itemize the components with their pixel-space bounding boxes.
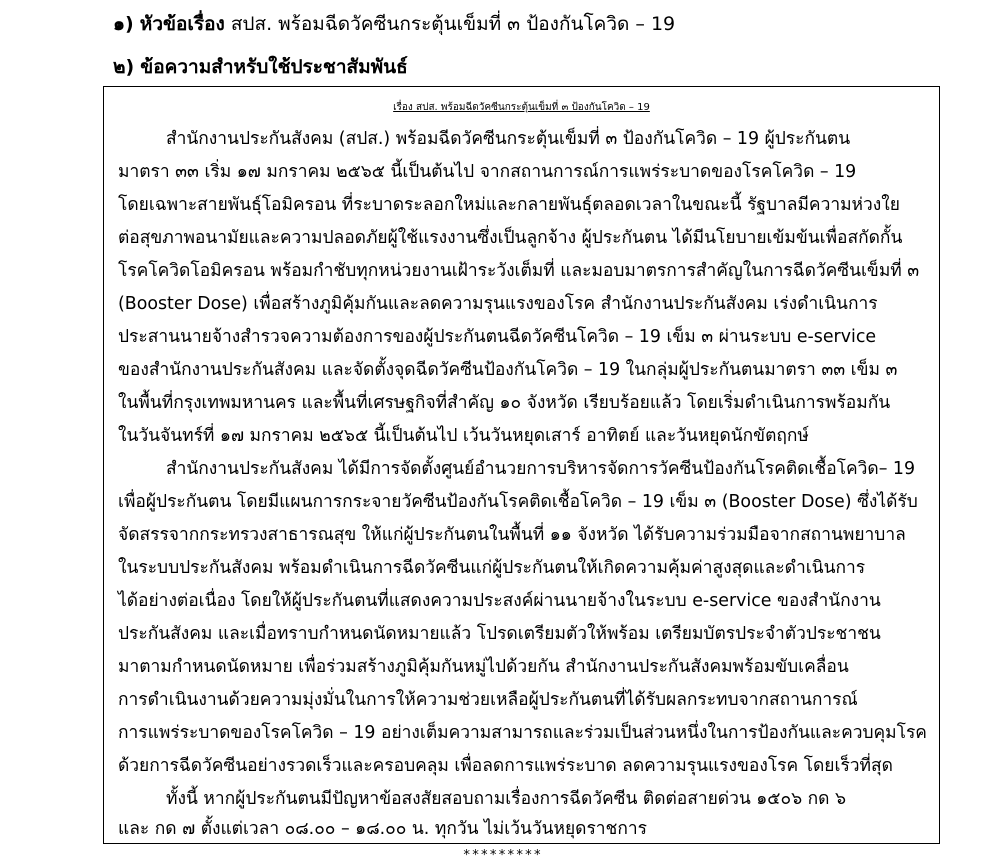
body-line: การแพร่ระบาดของโรคโควิด – 19 อย่างเต็มความสามารถและร่วมเป็นส่วนหนึ่งในการป้องกันและควบคุมโรค [118,723,927,743]
body-line: ในวันจันทร์ที่ ๑๗ มกราคม ๒๕๖๕ นี้เป็นต้นไป เว้นวันหยุดเสาร์ อาทิตย์ และวันหยุดนักขัตฤกษ์ [118,426,809,446]
body-line: ประสานนายจ้างสำรวจความต้องการของผู้ประกันตนฉีดวัคซีนโควิด – 19 เข็ม ๓ ผ่านระบบ e-service [118,327,877,347]
heading-pr-message [113,55,408,79]
body-line: ในพื้นที่กรุงเทพมหานคร และพื้นที่เศรษฐกิจที่สำคัญ ๑๐ จังหวัด เรียบร้อยแล้ว โดยเริ่มดำเนินการพร้อมกัน [118,393,891,413]
body-line: (Booster Dose) เพื่อสร้างภูมิคุ้มกันและลดความรุนแรงของโรค สำนักงานประกันสังคม เร่งดำเนินการ [118,294,878,314]
body-line: ด้วยการฉีดวัคซีนอย่างรวดเร็วและครอบคลุม เพื่อลดการแพร่ระบาด ลดความรุนแรงของโรค โดยเร็วที่สุด [118,756,893,776]
heading-pr-number: ๒) [113,56,135,78]
heading-subject-number: ๑) [113,13,134,35]
body-line: ของสำนักงานประกันสังคม และจัดตั้งจุดฉีดวัคซีนป้องกันโควิด – 19 ในกลุ่มผู้ประกันตนมาตรา ๓๓ เข็ม ๓ [118,360,898,380]
body-line: ได้อย่างต่อเนื่อง โดยให้ผู้ประกันตนที่แสดงความประสงค์ผ่านนายจ้างในระบบ e-service ของสำนักงาน [118,591,881,611]
heading-pr-label: ข้อความสำหรับใช้ประชาสัมพันธ์ [140,56,408,78]
body-line: เพื่อผู้ประกันตน โดยมีแผนการกระจายวัคซีนป้องกันโรคติดเชื้อโควิด – 19 เข็ม ๓ (Booster Dose) ซึ่งได้รับ [118,492,918,512]
body-line: และ กด ๗ ตั้งแต่เวลา ๐๘.๐๐ – ๑๘.๐๐ น. ทุกวัน ไม่เว้นวันหยุดราชการ [118,819,647,839]
body-line: มาตรา ๓๓ เริ่ม ๑๗ มกราคม ๒๕๖๕ นี้เป็นต้นไป จากสถานการณ์การแพร่ระบาดของโรคโควิด – 19 [118,162,857,182]
announcement-box [103,86,940,844]
body-line: โดยเฉพาะสายพันธุ์โอมิครอน ที่ระบาดระลอกใหม่และกลายพันธุ์ตลอดเวลาในขณะนี้ รัฐบาลมีความห่วงใย [118,195,900,215]
body-line: สำนักงานประกันสังคม (สปส.) พร้อมฉีดวัคซีนกระตุ้นเข็มที่ ๓ ป้องกันโควิด – 19 ผู้ประกันตน [166,129,851,149]
announcement-title: เรื่อง สปส. พร้อมฉีดวัคซีนกระตุ้นเข็มที่ ๓ ป้องกันโควิด – 19 [393,102,650,113]
body-line: การดำเนินงานด้วยความมุ่งมั่นในการให้ความช่วยเหลือผู้ประกันตนที่ได้รับผลกระทบจากสถานการณ์ [118,690,858,710]
heading-subject-label: หัวข้อเรื่อง [139,13,225,35]
body-line: ประกันสังคม และเมื่อทราบกำหนดนัดหมายแล้ว โปรดเตรียมตัวให้พร้อม เตรียมบัตรประจำตัวประชาชน [118,624,881,644]
body-line: จัดสรรจากกระทรวงสาธารณสุข ให้แก่ผู้ประกันตนในพื้นที่ ๑๑ จังหวัด ได้รับความร่วมมือจากสถานพยาบาล [118,525,906,545]
heading-subject-text: สปส. พร้อมฉีดวัคซีนกระตุ้นเข็มที่ ๓ ป้องกันโควิด – 19 [230,13,676,35]
body-line: มาตามกำหนดนัดหมาย เพื่อร่วมสร้างภูมิคุ้มกันหมู่ไปด้วยกัน สำนักงานประกันสังคมพร้อมขับเคลื่อน [118,657,849,677]
body-line: โรคโควิดโอมิครอน พร้อมกำชับทุกหน่วยงานเฝ้าระวังเต็มที่ และมอบมาตรการสำคัญในการฉีดวัคซีนเข็มที่ ๓ [118,261,920,281]
body-line: สำนักงานประกันสังคม ได้มีการจัดตั้งศูนย์อำนวยการบริหารจัดการวัคซีนป้องกันโรคติดเชื้อโควิด– 19 [166,459,916,479]
heading-subject [113,12,675,36]
body-line: ต่อสุขภาพอนามัยและความปลอดภัยผู้ใช้แรงงานซึ่งเป็นลูกจ้าง ผู้ประกันตน ได้มีนโยบายเข้มข้นเพื่อสกัดกั้น [118,228,903,248]
footer-asterisks: ********* [462,848,543,863]
body-line: ในระบบประกันสังคม พร้อมดำเนินการฉีดวัคซีนแก่ผู้ประกันตนให้เกิดความคุ้มค่าสูงสุดและดำเนินการ [118,558,866,578]
body-line: ทั้งนี้ หากผู้ประกันตนมีปัญหาข้อสงสัยสอบถามเรื่องการฉีดวัคซีน ติดต่อสายด่วน ๑๕๐๖ กด ๖ [166,789,847,809]
